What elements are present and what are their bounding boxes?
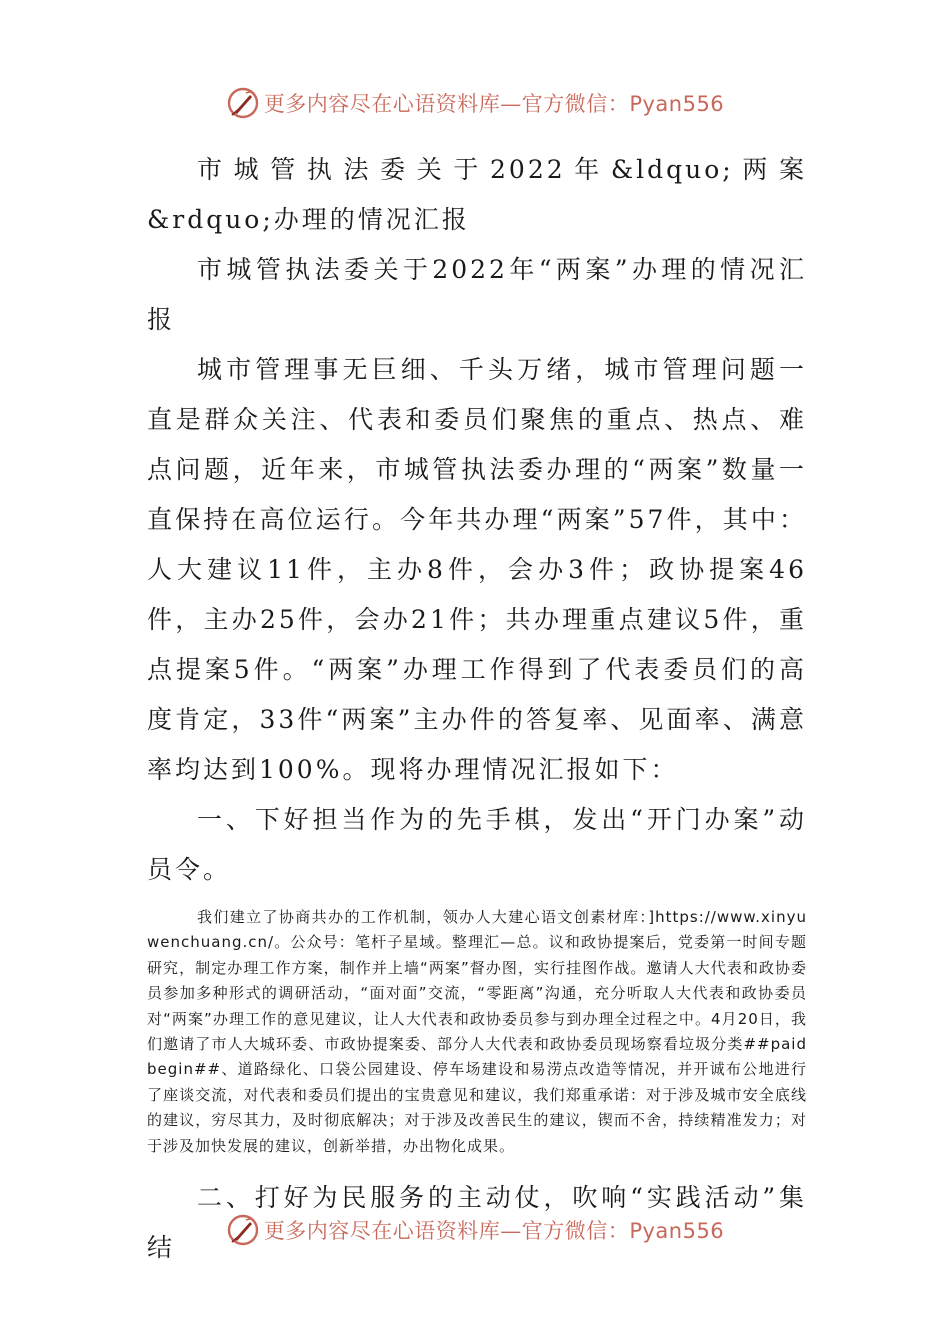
header-banner bbox=[0, 83, 950, 123]
document-body bbox=[147, 145, 807, 1273]
document-title: 市城管执法委关于2022年“两案”办理的情况汇报 bbox=[147, 255, 807, 334]
section-heading-1: 一、下好担当作为的先手棋，发出“开门办案”动员令。 bbox=[147, 805, 807, 884]
paragraph-intro: 城市管理事无巨细、千头万绪，城市管理问题一直是群众关注、代表和委员们聚焦的重点、热点、难点问题，近年来，市城管执法委办理的“两案”数量一直保持在高位运行。今年共办理“两案”57件，其中：人大建议11件，主办8件，会办3件；政协提案46件，主办25件，会办21件；共办理重点建议5件，重点提案5件。“两案”办理工作得到了代表委员们的高度肯定，33件“两案”主办件的答复率、见面率、满意率均达到100%。现将办理情况汇报如下： bbox=[147, 355, 807, 784]
document-title-raw: 市城管执法委关于2022年&ldquo;两案&rdquo;办理的情况汇报 bbox=[147, 155, 807, 234]
paragraph-section-1: 我们建立了协商共办的工作机制，领办人大建心语文创素材库：]https://www.xinyuwenchuang.cn/。公众号：笔杆子星域。整理汇—总。议和政协提案后，党委第一时间专题研究，制定办理工作方案，制作并上墙“两案”督办图，实行挂图作战。邀请人大代表和政协委员参加多种形式的调研活动，“面对面”交流，“零距离”沟通，充分听取人大代表和政协委员对“两案”办理工作的意见建议，让人大代表和政协委员参与到办理全过程之中。4月20日，我们邀请了市人大城环委、市政协提案委、部分人大代表和政协委员现场察看垃圾分类##paidbegin##、道路绿化、口袋公园建设、停车场建设和易涝点改造等情况，并开诚布公地进行了座谈交流，对代表和委员们提出的宝贵意见和建议，我们郑重承诺：对于涉及城市安全底线的建议，穷尽其力，及时彻底解决；对于涉及改善民生的建议，锲而不舍，持续精准发力；对于涉及加快发展的建议，创新举措，办出物化成果。 bbox=[147, 908, 807, 1155]
banner-text: 更多内容尽在心语资料库—官方微信：Pyan556 bbox=[263, 1219, 725, 1243]
footer-banner bbox=[0, 1210, 950, 1250]
banner-text: 更多内容尽在心语资料库—官方微信：Pyan556 bbox=[263, 92, 725, 116]
quill-logo-icon bbox=[226, 86, 260, 120]
quill-logo-icon bbox=[226, 1213, 260, 1247]
section-heading-2: 二、打好为民服务的主动仗，吹响“实践活动”集结 bbox=[147, 1183, 807, 1263]
